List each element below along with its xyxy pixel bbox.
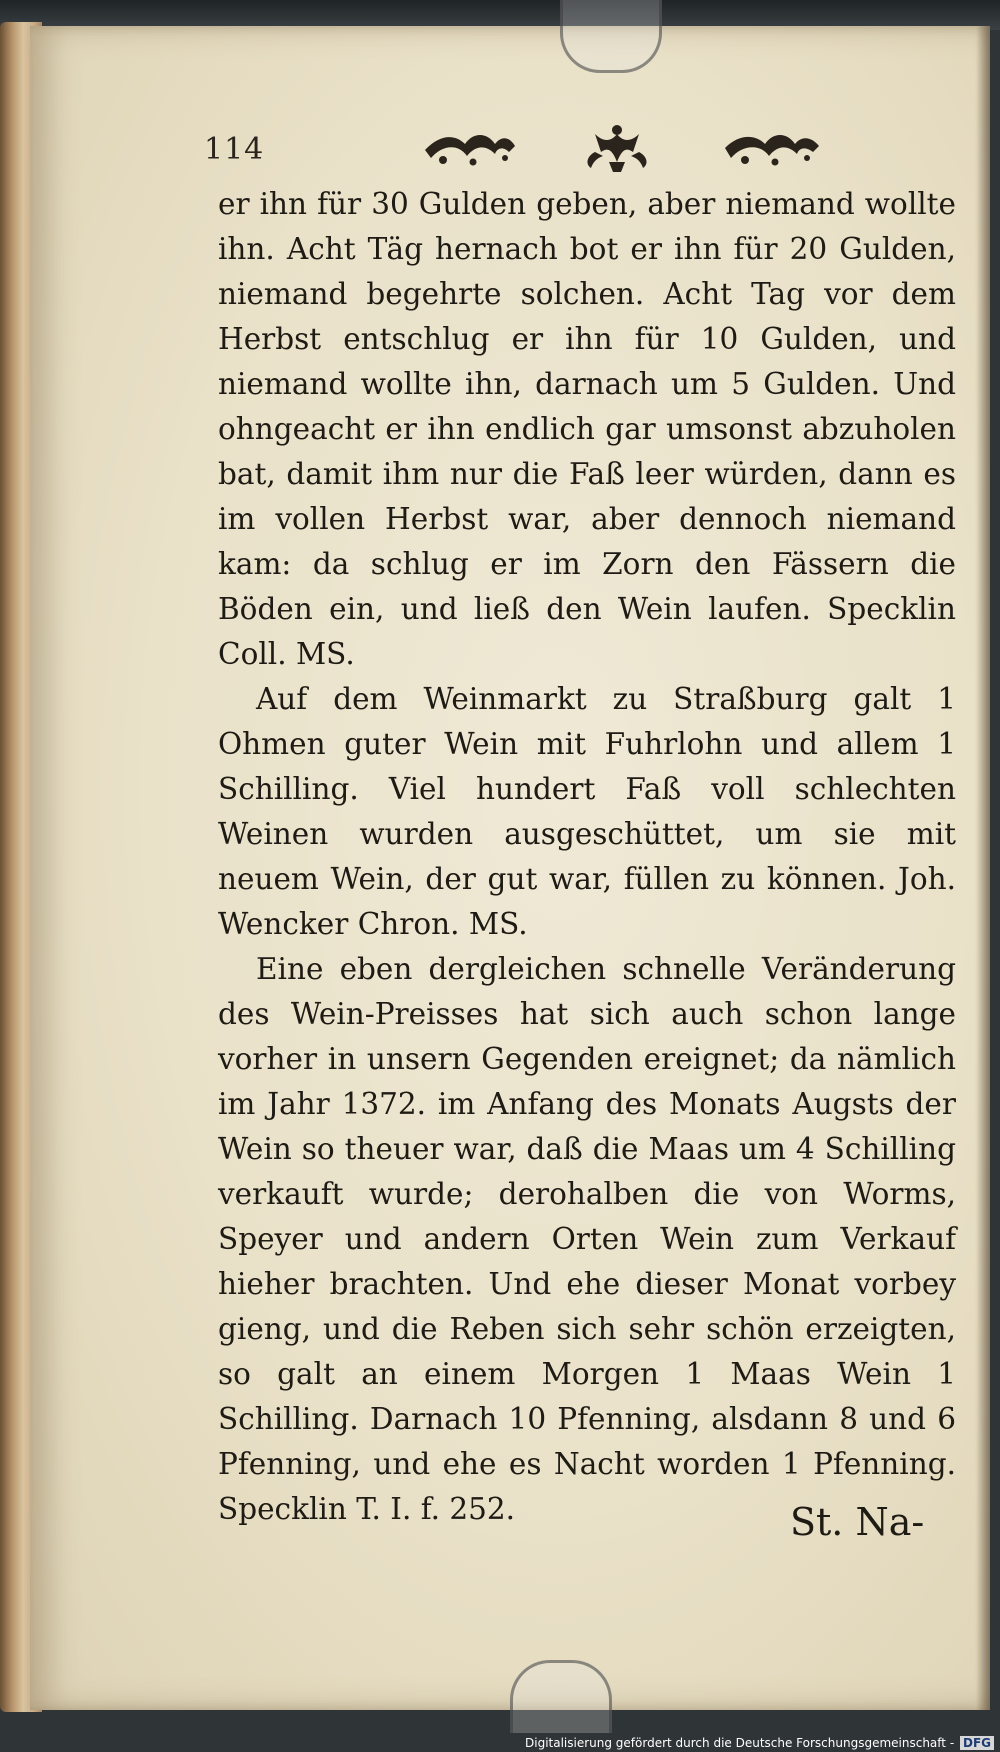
catchword: St. Na- (790, 1500, 925, 1544)
page-number: 114 (204, 132, 265, 167)
paragraph-2: Auf dem Weinmarkt zu Straßburg galt 1 Ohmen guter Wein mit Fuhrlohn und allem 1 Schilling. Viel hundert Faß voll schlechten Weinen wurden ausgeschüttet, um sie mit neuem Wein, der gut war, füllen zu können. Joh. Wencker Chron. MS. (218, 682, 956, 941)
paragraph-3: Eine eben dergleichen schnelle Veränderung des Wein-Preisses hat sich auch schon lange vorher in unsern Gegenden ereignet; da nämlich im Jahr 1372. im Anfang des Monats Augsts der Wein so theuer war, daß die Maas um 4 Schilling verkauft wurde; derohalben die von Worms, Speyer und andern Orten Wein zum Verkauf hieher brachten. Und ehe dieser Monat vorbey gieng, und die Reben sich sehr schön erzeigten, so galt an einem Morgen 1 Maas Wein 1 Schilling. Darnach 10 Pfenning, alsdann 8 und 6 Pfenning, und ehe es Nacht worden 1 Pfenning. Specklin T. I. f. 252. (218, 952, 956, 1526)
paragraph-1: er ihn für 30 Gulden geben, aber niemand wollte ihn. Acht Täg hernach bot er ihn für 20 Gulden, niemand begehrte solchen. Acht Tag vor dem Herbst entschlug er ihn für 10 Gulden, und niemand wollte ihn, darnach um 5 Gulden. Und ohngeacht er ihn endlich gar umsonst abzuholen bat, damit ihm nur die Faß leer würden, dann es im vollen Herbst war, aber dennoch niemand kam: da schlug er im Zorn den Fässern die Böden ein, und ließ den Wein laufen. Specklin Coll. MS. (218, 187, 956, 671)
header-ornament-icon (425, 122, 905, 174)
dfg-badge: DFG (960, 1736, 994, 1750)
page-shadow-edge (976, 26, 990, 1710)
scanner-clamp-top (560, 0, 662, 73)
credit-text: Digitalisierung gefördert durch die Deutsche Forschungsgemeinschaft - (525, 1736, 955, 1750)
digitization-credit (525, 1736, 994, 1750)
page-body-text (218, 182, 956, 1532)
page-header (200, 120, 960, 180)
scanner-clamp-bottom (510, 1660, 612, 1733)
